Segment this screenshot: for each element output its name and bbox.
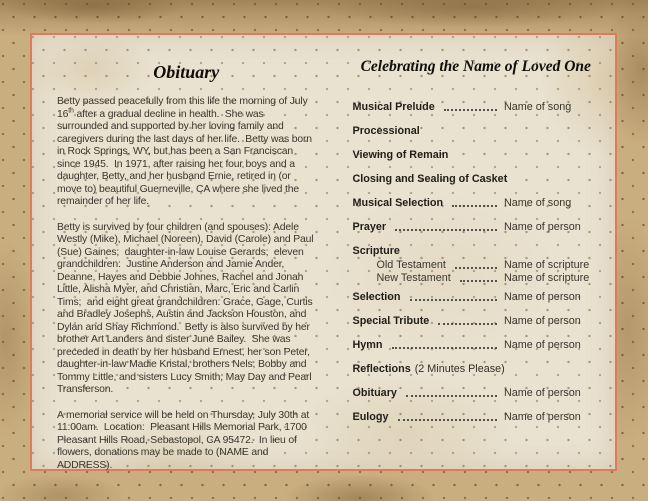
program-item-label: Musical Selection (352, 197, 444, 209)
program-item-value: Name of scripture (504, 259, 590, 271)
program-item-value: Name of person (504, 387, 581, 399)
program-subrow-old-testament (353, 259, 600, 272)
program-item-label: New Testament (376, 272, 451, 284)
dotted-leader (444, 109, 497, 111)
program-item-label: Eulogy (352, 411, 389, 423)
obituary-paragraph-3: A memorial service will be held on Thursday, July 30th at 11:00am. Location: Pleasant Hills Memorial Park, 1700 Pleasant Hills Road, Sebastopol, CA 95472. In lieu of flowers, donations may be made to (NAME and ADDRESS). (57, 409, 312, 471)
program-sheet (30, 33, 617, 471)
program-item-label: Old Testament (376, 259, 446, 271)
program-item-label: Obituary (352, 387, 397, 399)
dotted-leader (392, 347, 498, 349)
program-row-selection (353, 291, 600, 304)
program-item-label: Processional (352, 125, 420, 137)
program-item-label: Viewing of Remain (352, 149, 449, 161)
service-title: Celebrating the Name of Loved One (360, 58, 591, 75)
program-row-closing-casket (353, 173, 600, 186)
program-row-hymn (353, 339, 600, 352)
program-subrow-new-testament (353, 272, 600, 285)
obituary-page (32, 35, 324, 469)
program-item-value: Name of person (504, 291, 581, 303)
program-item-note: (2 Minutes Please) (414, 363, 505, 375)
program-row-scripture (353, 245, 600, 258)
program-row-musical-selection (353, 197, 600, 210)
program-row-musical-prelude (353, 101, 600, 114)
program-row-special-tribute (353, 315, 600, 328)
order-of-service-page (324, 35, 616, 469)
program-item-value: Name of song (504, 101, 572, 113)
program-item-label: Musical Prelude (352, 101, 435, 113)
program-row-processional (353, 125, 600, 138)
obituary-title: Obituary (153, 62, 220, 82)
program-item-value: Name of person (504, 221, 581, 233)
obituary-paragraph-1-text: Betty passed peacefully from this life the morning of July 16 (57, 96, 311, 120)
program-row-viewing-of-remain (353, 149, 600, 162)
dotted-leader (438, 323, 497, 325)
program-item-label: Hymn (352, 339, 383, 351)
dotted-leader (410, 299, 497, 301)
dotted-leader (406, 395, 497, 397)
program-row-eulogy (353, 411, 600, 424)
dotted-leader (460, 280, 497, 282)
ordinal-superscript: th (68, 107, 74, 115)
program-item-label: Prayer (352, 221, 387, 233)
dotted-leader (395, 229, 497, 231)
program-item-label: Special Tribute (352, 315, 430, 327)
program-row-obituary (353, 387, 600, 400)
program-item-value: Name of person (504, 339, 581, 351)
dotted-leader (452, 205, 497, 207)
program-item-label: Reflections (352, 363, 411, 375)
program-item-value: Name of person (504, 315, 581, 327)
dotted-leader (455, 267, 497, 269)
program-item-value: Name of scripture (504, 272, 590, 284)
program-item-label: Scripture (352, 245, 400, 257)
program-item-value: Name of person (504, 411, 581, 423)
two-page-spread (32, 35, 615, 469)
program-row-prayer (353, 221, 600, 234)
dotted-leader (398, 419, 498, 421)
obituary-paragraph-1-continued: after a gradual decline in health. She was surrounded and supported by her loving family and caregivers during the last days of her life. Betty was born in Rock Springs, WY, but has been a San Franciscan since 1945. In 1971, after raising her four boys and a daughter, Betty, and her husband Ernie, retired in (or move to) beautiful Guerneville, CA where she lived the remainder of her life. (57, 108, 315, 207)
obituary-paragraph-2: Betty is survived by four children (and spouses): Adele Westly (Mike), Michael (Noreen), David (Carole) and Paul (Sue) Gaines; daughter-in-law Louise Gerards; eleven grandchildren: Justine Anderson and Jamie Ander, Deanne, Hayes and Debbie Johnes, Rachel and Jonah Little, Alisha Myer, and Christian, Marc, Eric and Carlin Tims; and eight great grandchildren: Grace, Gage, Curtis and Bradley Josephs, Austin and Jackson Houston, and Dylan and Shay Richmond. Betty is also survived by her brother Art Landers and sister June Bailey. She was preceded in death by her husband Ernest, her son Peter, daughter-in-law Madie Kristal, brothers Nels, Bobby and Tommy Little, and sisters Lucy Smith, May Day and Pearl Transferson. (57, 221, 317, 395)
program-row-reflections (353, 363, 600, 376)
obituary-paragraph-1 (57, 96, 316, 209)
program-item-label: Closing and Sealing of Casket (352, 173, 508, 185)
program-item-label: Selection (352, 291, 401, 303)
program-item-value: Name of song (504, 197, 572, 209)
